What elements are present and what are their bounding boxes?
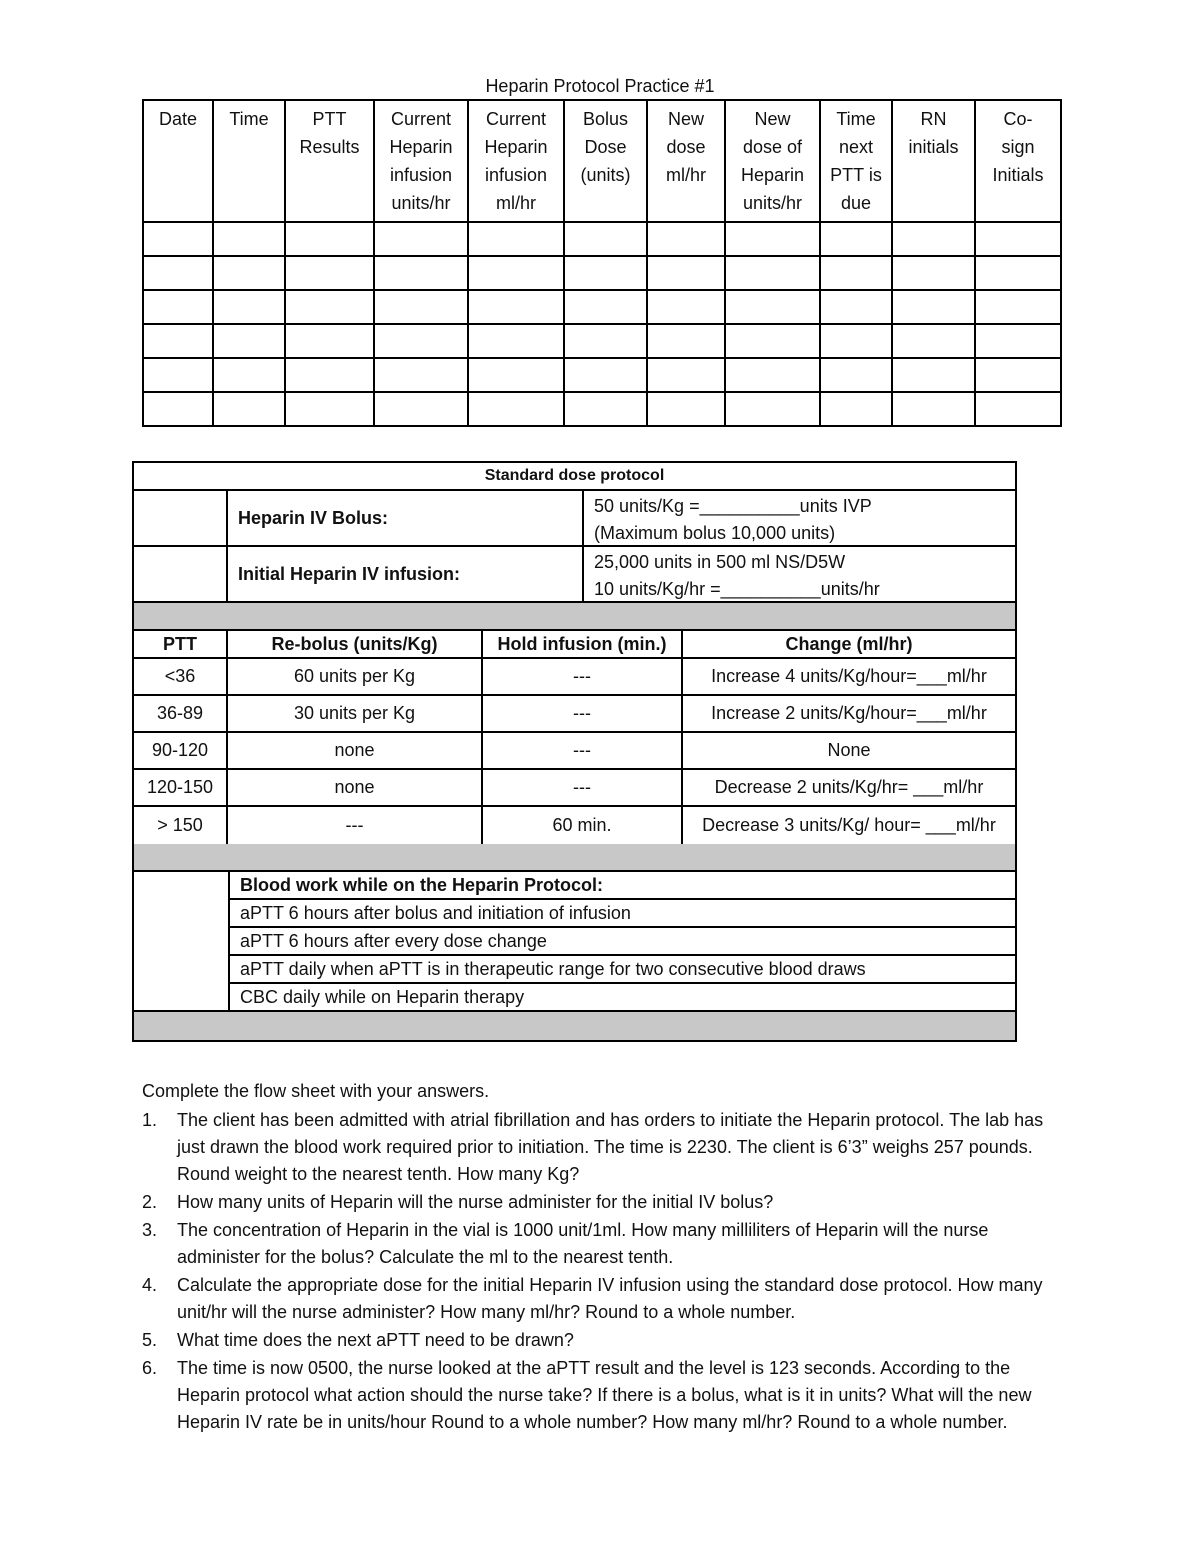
flow-sheet-entry-cell[interactable] (564, 256, 647, 290)
flow-header-line: PTT (312, 109, 347, 129)
grey-separator (134, 844, 1015, 872)
infusion-blank-cell (134, 547, 228, 601)
bolus-row (134, 491, 1015, 547)
flow-header-line: New (754, 109, 791, 129)
flow-sheet-entry-cell[interactable] (725, 358, 820, 392)
flow-header-cell (213, 100, 285, 222)
flow-sheet-entry-cell[interactable] (564, 222, 647, 256)
flow-header-line: Current (485, 109, 547, 129)
ptt-row (134, 696, 1015, 733)
flow-header-line: infusion (389, 165, 453, 185)
rebolus-value: --- (228, 807, 483, 844)
question-item (142, 1272, 1062, 1326)
grey-separator (134, 603, 1015, 631)
flow-sheet-entry-cell[interactable] (892, 290, 975, 324)
flow-sheet-entry-cell[interactable] (143, 290, 213, 324)
flow-sheet-entry-cell[interactable] (820, 222, 892, 256)
flow-sheet-entry-cell[interactable] (647, 324, 725, 358)
flow-header-line: Bolus (582, 109, 629, 129)
flow-header-line: Co- (1003, 109, 1033, 129)
flow-header-line: Dose (584, 137, 627, 157)
questions-section (142, 1078, 1062, 1437)
flow-sheet-entry-cell[interactable] (725, 290, 820, 324)
flow-sheet-entry-cell[interactable] (285, 392, 374, 426)
change-value: Decrease 3 units/Kg/ hour= ___ml/hr (702, 815, 996, 835)
ptt-range: > 150 (134, 807, 228, 844)
bolus-details (584, 491, 1015, 545)
rebolus-value: 30 units per Kg (228, 696, 483, 731)
ptt-range: 90-120 (134, 733, 228, 768)
infusion-label: Initial Heparin IV infusion: (228, 547, 584, 601)
flow-sheet-entry-cell[interactable] (820, 290, 892, 324)
infusion-line-1: 25,000 units in 500 ml NS/D5W (594, 552, 846, 572)
flow-sheet-entry-cell[interactable] (213, 358, 285, 392)
question-text: What time does the next aPTT need to be drawn? (177, 1330, 574, 1350)
flow-header-line: Time (229, 109, 269, 129)
flow-header-line: New (667, 109, 704, 129)
flow-sheet-entry-cell[interactable] (975, 222, 1061, 256)
bolus-line-1: 50 units/Kg =__________units IVP (594, 496, 872, 516)
ptt-range: 36-89 (134, 696, 228, 731)
flow-sheet-entry-cell[interactable] (647, 290, 725, 324)
flow-sheet-entry-cell[interactable] (975, 324, 1061, 358)
flow-sheet-row (143, 290, 1061, 324)
question-text: Calculate the appropriate dose for the initial Heparin IV infusion using the standard dose protocol. How many unit/hr will the nurse administer? How many ml/hr? Round to a whole number. (177, 1275, 1043, 1322)
flow-header-cell (892, 100, 975, 222)
flow-sheet-entry-cell[interactable] (564, 358, 647, 392)
standard-dose-protocol (132, 461, 1017, 1042)
flow-sheet-entry-cell[interactable] (213, 290, 285, 324)
flow-sheet-header-row (143, 100, 1061, 222)
flow-sheet-entry-cell[interactable] (374, 358, 468, 392)
rebolus-value: none (228, 733, 483, 768)
flow-sheet-entry-cell[interactable] (468, 222, 564, 256)
flow-header-cell (820, 100, 892, 222)
hold-value: --- (483, 770, 683, 805)
hold-value: --- (483, 659, 683, 694)
ptt-header-row (134, 631, 1015, 659)
flow-header-line: Heparin (740, 165, 805, 185)
flow-sheet-entry-cell[interactable] (213, 256, 285, 290)
bloodwork-section (134, 872, 1015, 1012)
flow-sheet-entry-cell[interactable] (647, 358, 725, 392)
flow-sheet-entry-cell[interactable] (468, 256, 564, 290)
flow-sheet-entry-cell[interactable] (374, 256, 468, 290)
flow-sheet-entry-cell[interactable] (285, 290, 374, 324)
ptt-row (134, 733, 1015, 770)
flow-sheet-entry-cell[interactable] (820, 256, 892, 290)
flow-header-line: sign (1001, 137, 1035, 157)
ptt-header: PTT (134, 631, 228, 657)
flow-sheet-entry-cell[interactable] (143, 392, 213, 426)
flow-sheet-entry-cell[interactable] (213, 324, 285, 358)
flow-sheet-entry-cell[interactable] (374, 392, 468, 426)
question-item (142, 1189, 1062, 1216)
flow-sheet-entry-cell[interactable] (820, 324, 892, 358)
change-value: None (827, 740, 871, 760)
flow-sheet-entry-cell[interactable] (374, 324, 468, 358)
bolus-line-2: (Maximum bolus 10,000 units) (594, 523, 836, 543)
grey-separator (134, 1012, 1015, 1040)
bolus-label: Heparin IV Bolus: (228, 491, 584, 545)
flow-header-cell (143, 100, 213, 222)
flow-sheet-row (143, 256, 1061, 290)
change-value: Increase 2 units/Kg/hour=___ml/hr (711, 703, 987, 723)
flow-header-line: RN (920, 109, 947, 129)
flow-header-line: ml/hr (666, 165, 706, 185)
flow-sheet-entry-cell[interactable] (820, 358, 892, 392)
question-number: 6. (142, 1358, 158, 1378)
flow-header-line: dose (666, 137, 706, 157)
flow-sheet-entry-cell[interactable] (468, 358, 564, 392)
change-value: Decrease 2 units/Kg/hr= ___ml/hr (714, 777, 984, 797)
flow-header-line: PTT is (830, 165, 882, 185)
flow-sheet-entry-cell[interactable] (285, 256, 374, 290)
flow-sheet-entry-cell[interactable] (892, 324, 975, 358)
protocol-title: Standard dose protocol (134, 463, 1015, 491)
flow-header-cell (374, 100, 468, 222)
flow-sheet-row (143, 358, 1061, 392)
flow-sheet-entry-cell[interactable] (143, 256, 213, 290)
question-item (142, 1327, 1062, 1354)
flow-sheet-entry-cell[interactable] (892, 392, 975, 426)
hold-value: --- (483, 696, 683, 731)
flow-sheet-entry-cell[interactable] (725, 222, 820, 256)
flow-header-cell (285, 100, 374, 222)
flow-sheet-entry-cell[interactable] (143, 358, 213, 392)
bolus-blank-cell (134, 491, 228, 545)
flow-sheet-entry-cell[interactable] (647, 392, 725, 426)
ptt-range: 120-150 (134, 770, 228, 805)
flow-sheet-entry-cell[interactable] (975, 256, 1061, 290)
flow-header-line: Initials (992, 165, 1044, 185)
flow-header-line: Heparin (389, 137, 453, 157)
flow-sheet-entry-cell[interactable] (820, 392, 892, 426)
flow-sheet-entry-cell[interactable] (285, 222, 374, 256)
flow-sheet-entry-cell[interactable] (374, 290, 468, 324)
hold-value: --- (483, 733, 683, 768)
flow-header-line: due (840, 193, 872, 213)
flow-sheet-entry-cell[interactable] (213, 392, 285, 426)
flow-header-line: Current (390, 109, 452, 129)
flow-header-line: Time (836, 109, 876, 129)
flow-header-line: infusion (484, 165, 548, 185)
rebolus-header: Re-bolus (units/Kg) (228, 631, 483, 657)
question-number: 5. (142, 1330, 158, 1350)
flow-header-line: dose of (742, 137, 803, 157)
infusion-row (134, 547, 1015, 603)
flow-header-cell (564, 100, 647, 222)
ptt-row (134, 807, 1015, 844)
flow-sheet-entry-cell[interactable] (143, 222, 213, 256)
flow-sheet-entry-cell[interactable] (725, 324, 820, 358)
bloodwork-blank-cell (134, 872, 230, 1010)
flow-header-line: initials (908, 137, 959, 157)
flow-header-line: ml/hr (496, 193, 536, 213)
question-item (142, 1107, 1062, 1188)
infusion-details (584, 547, 1015, 601)
flow-header-line: Results (299, 137, 360, 157)
question-number: 4. (142, 1275, 158, 1295)
flow-sheet-entry-cell[interactable] (285, 358, 374, 392)
flow-sheet-entry-cell[interactable] (725, 392, 820, 426)
flow-sheet-entry-cell[interactable] (725, 256, 820, 290)
flow-sheet-entry-cell[interactable] (892, 256, 975, 290)
flow-sheet-entry-cell[interactable] (468, 290, 564, 324)
flow-header-cell (468, 100, 564, 222)
flow-header-line: units/hr (742, 193, 803, 213)
question-number: 3. (142, 1220, 158, 1240)
flow-sheet-entry-cell[interactable] (892, 358, 975, 392)
flow-sheet-entry-cell[interactable] (975, 358, 1061, 392)
ptt-range: <36 (134, 659, 228, 694)
question-item (142, 1217, 1062, 1271)
flow-sheet-row (143, 324, 1061, 358)
bloodwork-item: aPTT 6 hours after every dose change (230, 928, 1015, 956)
flow-sheet-entry-cell[interactable] (468, 324, 564, 358)
question-number: 1. (142, 1110, 158, 1130)
ptt-row (134, 659, 1015, 696)
flow-sheet-entry-cell[interactable] (892, 222, 975, 256)
flow-sheet-entry-cell[interactable] (564, 392, 647, 426)
flow-header-cell (725, 100, 820, 222)
bloodwork-title: Blood work while on the Heparin Protocol: (230, 872, 1015, 900)
change-header: Change (ml/hr) (785, 633, 913, 654)
flow-sheet-table (142, 99, 1062, 427)
flow-sheet-entry-cell[interactable] (564, 290, 647, 324)
flow-sheet-entry-cell[interactable] (213, 222, 285, 256)
flow-sheet-row (143, 222, 1061, 256)
questions-intro: Complete the flow sheet with your answers. (142, 1081, 490, 1101)
flow-sheet-entry-cell[interactable] (647, 256, 725, 290)
rebolus-value: none (228, 770, 483, 805)
question-text: The concentration of Heparin in the vial is 1000 unit/1ml. How many milliliters of Heparin will the nurse administer for the bolus? Calculate the ml to the nearest tenth. (177, 1220, 989, 1267)
flow-sheet-entry-cell[interactable] (975, 290, 1061, 324)
ptt-row (134, 770, 1015, 807)
hold-header: Hold infusion (min.) (483, 631, 683, 657)
question-number: 2. (142, 1192, 158, 1212)
flow-header-cell (647, 100, 725, 222)
flow-header-line: next (838, 137, 874, 157)
question-text: The client has been admitted with atrial fibrillation and has orders to initiate the Heparin protocol. The lab has just drawn the blood work required prior to initiation. The time is 2230. The client is 6’3” weighs 257 pounds. Round weight to the nearest tenth. How many Kg? (177, 1110, 1044, 1184)
flow-sheet-row (143, 392, 1061, 426)
hold-value: 60 min. (483, 807, 683, 844)
flow-sheet-entry-cell[interactable] (975, 392, 1061, 426)
change-value: Increase 4 units/Kg/hour=___ml/hr (711, 666, 987, 686)
rebolus-value: 60 units per Kg (228, 659, 483, 694)
flow-sheet-entry-cell[interactable] (468, 392, 564, 426)
flow-sheet-entry-cell[interactable] (143, 324, 213, 358)
flow-sheet-entry-cell[interactable] (564, 324, 647, 358)
question-text: The time is now 0500, the nurse looked at the aPTT result and the level is 123 seconds. According to the Heparin protocol what action should the nurse take? If there is a bolus, what is it in units? What will the new Heparin IV rate be in units/hour Round to a whole number? How many ml/hr? Round to a whole number. (177, 1358, 1032, 1432)
flow-sheet-entry-cell[interactable] (647, 222, 725, 256)
flow-sheet-entry-cell[interactable] (285, 324, 374, 358)
bloodwork-item: aPTT 6 hours after bolus and initiation of infusion (230, 900, 1015, 928)
flow-header-line: Heparin (484, 137, 548, 157)
question-text: How many units of Heparin will the nurse administer for the initial IV bolus? (177, 1192, 774, 1212)
flow-sheet-entry-cell[interactable] (374, 222, 468, 256)
bloodwork-item: CBC daily while on Heparin therapy (240, 987, 525, 1007)
flow-header-line: Date (158, 109, 198, 129)
bloodwork-item: aPTT daily when aPTT is in therapeutic range for two consecutive blood draws (230, 956, 1015, 984)
flow-header-line: units/hr (391, 193, 451, 213)
flow-header-line: (units) (580, 165, 631, 185)
question-item (142, 1355, 1062, 1436)
infusion-line-2: 10 units/Kg/hr =__________units/hr (594, 579, 880, 599)
flow-header-cell (975, 100, 1061, 222)
page-title: Heparin Protocol Practice #1 (485, 76, 715, 96)
